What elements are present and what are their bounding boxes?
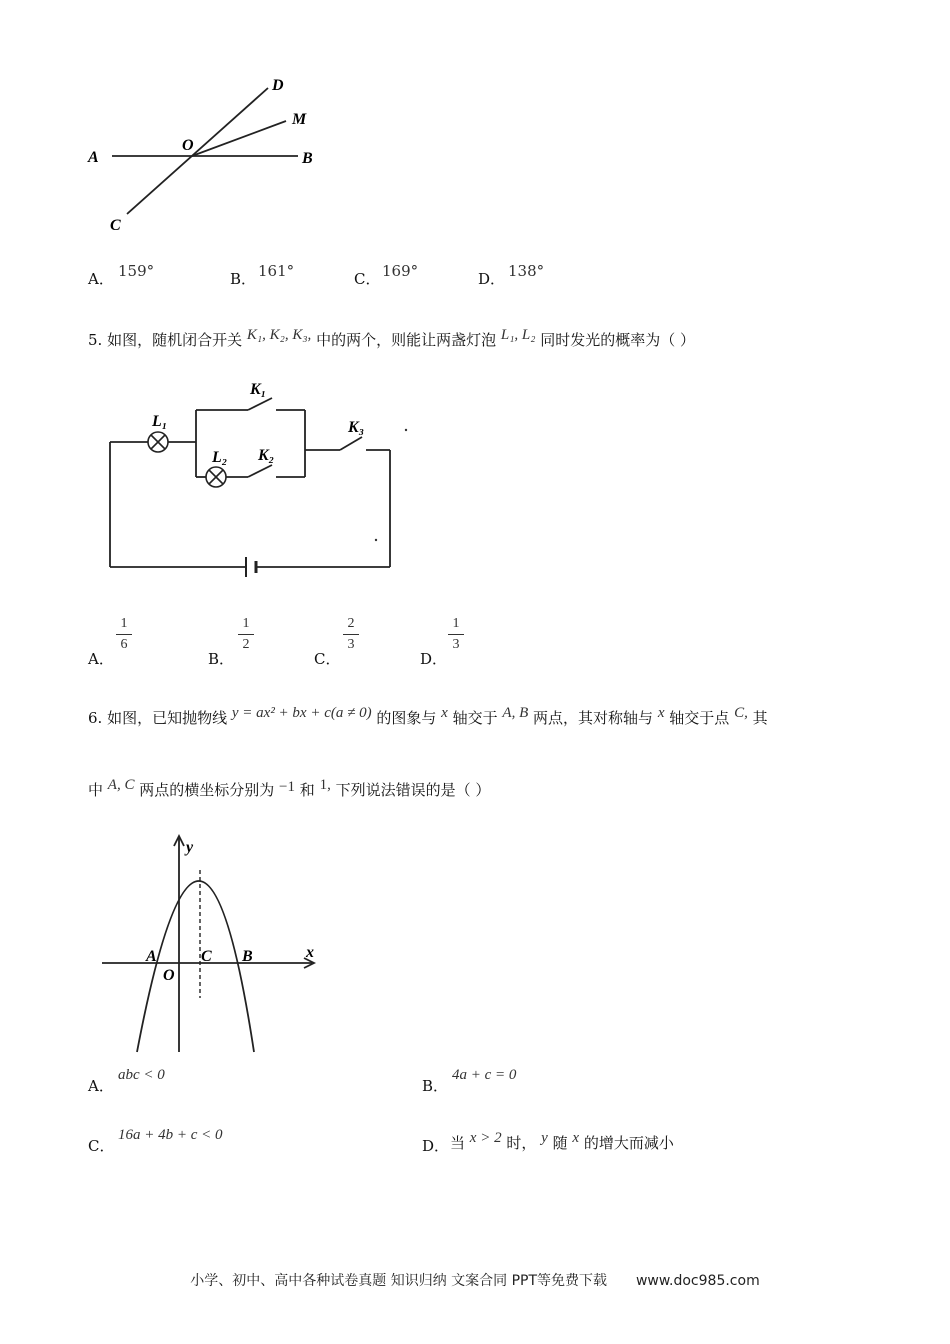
q6-line1-part4: 两点，其对称轴与 bbox=[533, 709, 654, 727]
label-a: A bbox=[88, 149, 99, 166]
q6-line2-part4: 下列说法错误的是（ ） bbox=[335, 781, 491, 799]
q4-option-c-value: 169° bbox=[382, 262, 419, 280]
q6-option-d-mid2: 随 bbox=[552, 1134, 568, 1152]
graph-label-a: A bbox=[146, 948, 157, 965]
q5-option-c-num: 2 bbox=[347, 616, 355, 631]
q5-option-d-fraction bbox=[446, 616, 466, 653]
q6-line1-math3: A, B bbox=[502, 705, 529, 721]
q5-stem bbox=[88, 327, 696, 351]
q6-line1-math4: x bbox=[657, 705, 665, 721]
q5-option-b-num: 1 bbox=[242, 616, 250, 631]
q5-option-c-den: 3 bbox=[347, 637, 355, 652]
q4-option-d-value: 138° bbox=[508, 262, 545, 280]
q6-line2-math2: −1 bbox=[279, 779, 296, 795]
q5-option-b-den: 2 bbox=[242, 637, 250, 652]
label-c: C bbox=[110, 217, 121, 234]
q6-line1-math2: x bbox=[441, 705, 448, 721]
q5-stem-part1: 5. 如图，随机闭合开关 bbox=[88, 331, 243, 349]
q5-stem-part3: 同时发光的概率为（ ） bbox=[540, 331, 696, 349]
q6-line1-part5: 轴交于点 bbox=[669, 709, 730, 727]
q6-line1-part1: 6. 如图，已知抛物线 bbox=[88, 709, 228, 727]
q4-option-a-value: 159° bbox=[118, 262, 155, 280]
angle-figure bbox=[80, 70, 340, 240]
q5-option-a-letter: A． bbox=[88, 650, 114, 668]
q6-stem-line2 bbox=[88, 777, 491, 801]
graph-label-b: B bbox=[242, 948, 253, 965]
label-m: M bbox=[292, 111, 307, 128]
q6-option-d-letter: D． bbox=[422, 1137, 450, 1155]
q6-line1-math5: C, bbox=[734, 705, 748, 721]
q6-option-b-value: 4a + c = 0 bbox=[452, 1067, 517, 1083]
q6-line1-math1: y = ax² + bx + c(a ≠ 0) bbox=[231, 705, 372, 721]
q6-option-b-letter: B． bbox=[422, 1077, 449, 1095]
label-d: D bbox=[272, 77, 284, 94]
q4-option-d-letter: D． bbox=[478, 270, 506, 288]
q4-option-b-letter: B． bbox=[230, 270, 257, 288]
q5-option-a-fraction bbox=[114, 616, 134, 653]
q5-option-a-num: 1 bbox=[120, 616, 128, 631]
ray-om bbox=[192, 121, 286, 156]
parabola-figure bbox=[90, 830, 330, 1055]
circuit-figure bbox=[100, 370, 420, 585]
footer-url[interactable]: www.doc985.com bbox=[635, 1273, 760, 1289]
q6-option-a-letter: A． bbox=[88, 1077, 114, 1095]
q5-option-a-den: 6 bbox=[120, 637, 128, 652]
q6-line2-part2: 两点的横坐标分别为 bbox=[139, 781, 275, 799]
bulb-l2 bbox=[206, 467, 226, 487]
label-b: B bbox=[302, 150, 313, 167]
q6-option-d-pre: 当 bbox=[450, 1134, 466, 1152]
q5-option-c-fraction bbox=[341, 616, 361, 653]
label-l1: L₁ bbox=[152, 413, 168, 430]
q6-option-d-math1: x > 2 bbox=[469, 1130, 502, 1146]
graph-label-x: x bbox=[306, 944, 314, 961]
q6-line1-part2: 的图象与 bbox=[376, 709, 437, 727]
page-footer bbox=[0, 1270, 950, 1290]
q5-option-b-fraction bbox=[236, 616, 256, 653]
q6-option-c-value: 16a + 4b + c < 0 bbox=[118, 1127, 223, 1143]
graph-label-c: C bbox=[201, 948, 212, 965]
bulb-l1 bbox=[148, 432, 168, 452]
line-cd bbox=[127, 88, 268, 214]
q5-option-c-letter: C． bbox=[314, 650, 341, 668]
q6-line2-part3: 和 bbox=[299, 781, 315, 799]
q4-option-a-letter: A． bbox=[88, 270, 114, 288]
q6-option-a-value: abc < 0 bbox=[118, 1067, 165, 1083]
switch-k3-blade bbox=[340, 437, 362, 450]
switch-k1-blade bbox=[248, 398, 272, 410]
label-o: O bbox=[182, 137, 194, 154]
switch-k2-blade bbox=[248, 465, 272, 477]
q6-option-d-math3: x bbox=[572, 1130, 580, 1146]
q6-stem-line1 bbox=[88, 705, 768, 729]
q6-line1-part6: 其 bbox=[752, 709, 768, 727]
q5-option-d-letter: D． bbox=[420, 650, 448, 668]
q6-line1-part3: 轴交于 bbox=[452, 709, 498, 727]
label-k3: K₃ bbox=[348, 419, 365, 436]
q5-option-d-den: 3 bbox=[452, 637, 460, 652]
graph-label-o: O bbox=[163, 967, 175, 984]
q5-stem-part2: 中的两个，则能让两盏灯泡 bbox=[316, 331, 497, 349]
q5-option-d-num: 1 bbox=[452, 616, 460, 631]
q6-option-c-letter: C． bbox=[88, 1137, 115, 1155]
q6-option-d-math2: y bbox=[541, 1130, 548, 1146]
footer-text: 小学、初中、高中各种试卷真题 知识归纳 文案合同 PPT等免费下载 bbox=[190, 1273, 608, 1289]
q6-option-d-mid: 时， bbox=[506, 1134, 537, 1152]
parabola-curve bbox=[137, 881, 254, 1052]
q6-line2-math3: 1, bbox=[319, 777, 331, 793]
label-k1: K₁ bbox=[250, 381, 267, 398]
label-k2: K₂ bbox=[258, 447, 275, 464]
q5-stem-math1: K₁, K₂, K₃, bbox=[246, 327, 312, 343]
q6-option-d-post: 的增大而减小 bbox=[583, 1134, 674, 1152]
q6-line2-math1: A, C bbox=[107, 777, 135, 793]
q4-option-b-value: 161° bbox=[258, 262, 295, 280]
graph-label-y: y bbox=[186, 839, 194, 856]
q4-option-c-letter: C． bbox=[354, 270, 381, 288]
q6-line2-part1: 中 bbox=[88, 781, 104, 799]
q5-option-b-letter: B． bbox=[208, 650, 235, 668]
q5-stem-math2: L₁, L₂ bbox=[500, 327, 536, 343]
q6-option-d-text bbox=[450, 1130, 674, 1154]
label-l2: L₂ bbox=[212, 449, 228, 466]
